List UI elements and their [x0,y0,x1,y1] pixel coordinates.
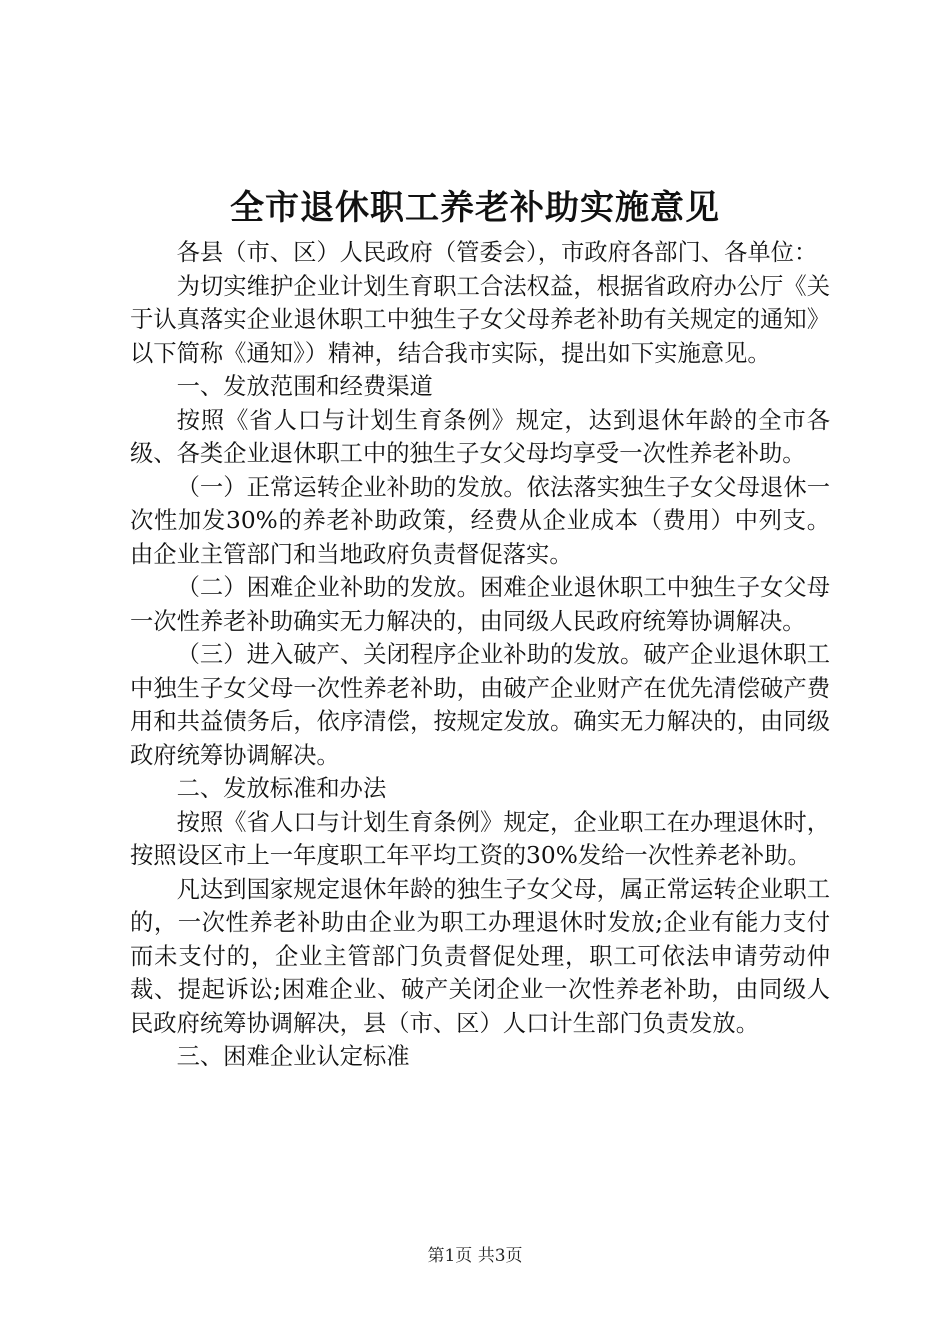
paragraph-salutation: 各县（市、区）人民政府（管委会），市政府各部门、各单位： [176,239,818,266]
document-body [130,236,830,1074]
paragraph: 按照《省人口与计划生育条例》规定，企业职工在办理退休时，按照设区市上一年度职工年平均工资的30%发给一次性养老补助。 [130,808,830,869]
paragraph: 按照《省人口与计划生育条例》规定，达到退休年龄的全市各级、各类企业退休职工中的独生子女父母均享受一次性养老补助。 [130,406,830,467]
paragraph-intro: 为切实维护企业计划生育职工合法权益，根据省政府办公厅《关于认真落实企业退休职工中独生子女父母养老补助有关规定的通知》以下简称《通知》）精神，结合我市实际，提出如下实施意见。 [130,272,830,367]
paragraph: 凡达到国家规定退休年龄的独生子女父母，属正常运转企业职工的，一次性养老补助由企业为职工办理退休时发放;企业有能力支付而未支付的，企业主管部门负责督促处理，职工可依法申请劳动仲裁、提起诉讼;困难企业、破产关闭企业一次性养老补助，由同级人民政府统筹协调解决，县（市、区）人口计生部门负责发放。 [130,875,830,1037]
document-title: 全市退休职工养老补助实施意见 [230,188,720,228]
section-heading-3: 三、困难企业认定标准 [176,1043,410,1070]
section-heading-1: 一、发放范围和经费渠道 [176,373,433,400]
paragraph: （一）正常运转企业补助的发放。依法落实独生子女父母退休一次性加发30%的养老补助政策，经费从企业成本（费用）中列支。由企业主管部门和当地政府负责督促落实。 [130,473,830,568]
paragraph: （二）困难企业补助的发放。困难企业退休职工中独生子女父母一次性养老补助确实无力解决的，由同级人民政府统筹协调解决。 [130,574,830,635]
paragraph: （三）进入破产、关闭程序企业补助的发放。破产企业退休职工中独生子女父母一次性养老补助，由破产企业财产在优先清偿破产费用和共益债务后，依序清偿，按规定发放。确实无力解决的，由同级政府统筹协调解决。 [130,641,830,769]
page-footer: 第1页 共3页 [427,1246,523,1266]
section-heading-2: 二、发放标准和办法 [176,775,387,802]
